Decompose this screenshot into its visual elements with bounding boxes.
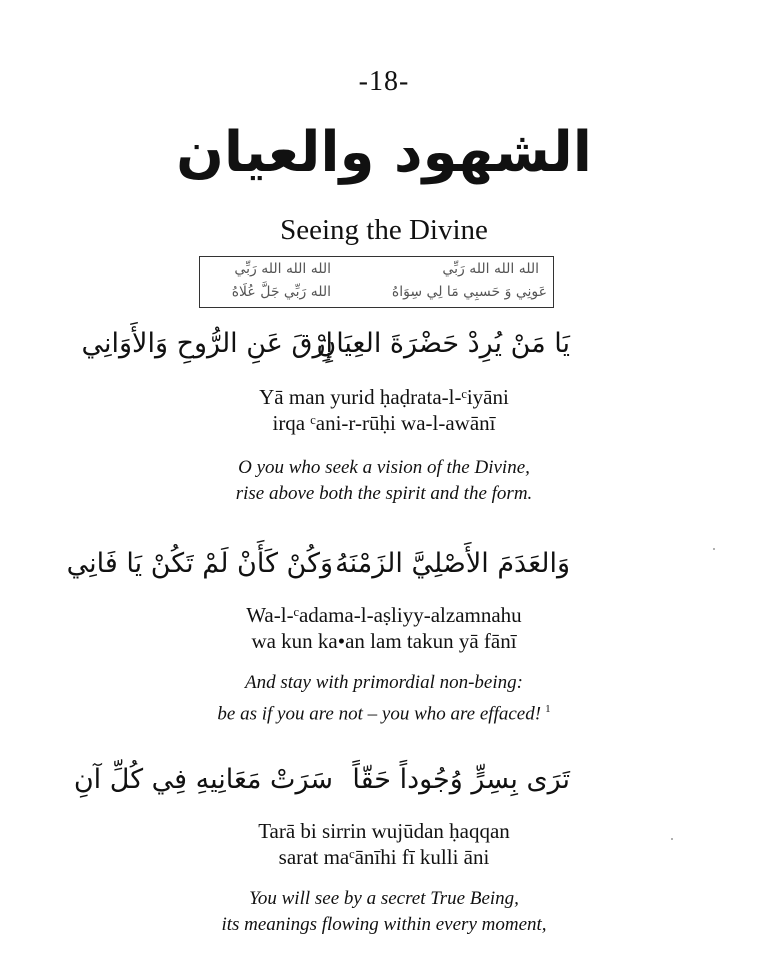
verse-1-translation bbox=[0, 455, 768, 507]
verse-1-translation-line-1: O you who seek a vision of the Divine, bbox=[238, 457, 530, 478]
verse-1-translit-line-1: Yā man yurid ḥaḍrata-l-ᶜiyāni bbox=[259, 385, 509, 409]
refrain-right-line-2: عَونِي وَ حَسبِي مَا لِي سِوَاهُ bbox=[391, 284, 547, 300]
verse-2-transliteration bbox=[0, 602, 768, 654]
footnote-marker[interactable]: 1 bbox=[545, 703, 551, 715]
verse-3-translation-line-2: its meanings flowing within every moment, bbox=[221, 914, 547, 935]
refrain-box bbox=[199, 256, 554, 308]
verse-2-translation-line-2-text: be as if you are not – you who are effaced! bbox=[217, 703, 542, 725]
page-number: -18- bbox=[358, 66, 410, 97]
verse-1-translit-line-2: irqa ᶜani-r-rūḥi wa-l-awānī bbox=[272, 411, 496, 435]
verse-2-translit-line-2: wa kun ka•an lam takun yā fānī bbox=[251, 629, 517, 653]
refrain-left-line-2: الله رَبِّي جَلَّ عُلَاهُ bbox=[231, 284, 331, 300]
verse-1-transliteration bbox=[0, 384, 768, 436]
scan-speck bbox=[713, 548, 715, 550]
verse-2-hemistich-2: وَكُنْ كَأَنْ لَمْ تَكُنْ يَا فَانِي bbox=[66, 548, 333, 579]
scan-speck bbox=[671, 838, 673, 840]
verse-1-hemistich-2: إِرْقَ عَنِ الرُّوحِ وَالأَوَانِي bbox=[81, 328, 333, 359]
verse-2-translation-line-1: And stay with primordial non-being: bbox=[245, 672, 523, 693]
verse-2-translation-line-2 bbox=[0, 696, 768, 727]
verse-2-hemistich-1: وَالعَدَمَ الأَصْلِيَّ الزَمْنَهُ bbox=[335, 548, 570, 579]
verse-2-translit-line-1: Wa-l-ᶜadama-l-aṣliyy-alzamnahu bbox=[246, 603, 522, 627]
verse-3-translation-line-1: You will see by a secret True Being, bbox=[249, 888, 519, 909]
verse-2-translation bbox=[0, 670, 768, 727]
verse-3-transliteration bbox=[0, 818, 768, 870]
refrain-left-line-1: الله الله الله رَبِّي bbox=[234, 261, 331, 277]
poem-title-english: Seeing the Divine bbox=[280, 214, 488, 246]
verse-3-hemistich-1: تَرَى بِسِرٍّ وُجُوداً حَقّاً bbox=[352, 764, 570, 795]
verse-1-hemistich-1: يَا مَنْ يُرِدْ حَضْرَةَ العِيَانِ bbox=[316, 328, 570, 359]
verse-3-translit-line-1: Tarā bi sirrin wujūdan ḥaqqan bbox=[258, 819, 510, 843]
refrain-right-line-1: الله الله الله رَبِّي bbox=[442, 261, 539, 277]
verse-1-translation-line-2: rise above both the spirit and the form. bbox=[235, 483, 533, 504]
verse-3-hemistich-2: سَرَتْ مَعَانِيهِ فِي كُلِّ آنِ bbox=[73, 764, 333, 795]
poem-title-arabic: الشهود والعيان bbox=[176, 120, 592, 185]
verse-3-translation bbox=[0, 886, 768, 938]
verse-3-translit-line-2: sarat maᶜānīhi fī kulli āni bbox=[278, 845, 490, 869]
